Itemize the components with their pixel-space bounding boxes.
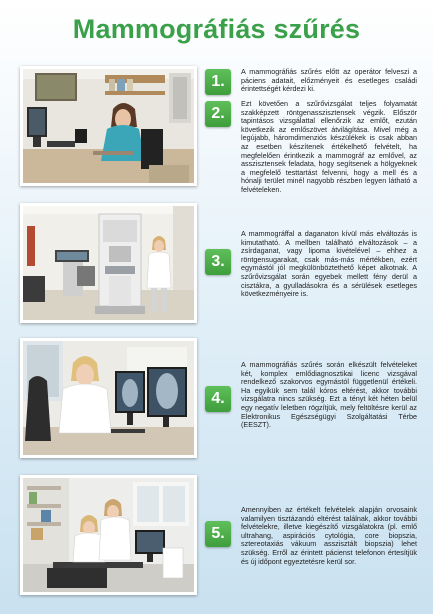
photo-reception — [20, 66, 197, 186]
step-number-5: 5. — [205, 521, 231, 547]
step-number-2: 2. — [205, 101, 231, 127]
page-title: Mammográfiás szűrés — [72, 14, 361, 44]
step-text-4: A mammográfiás szűrés során elkészült felvételeket két, komplex emlődiagnosztikai licenc vizsgával rendelkező szakorvos egymástól függetlenül értékeli. Ha egyikük sem talál kóros eltérést, akkor további vizsgálatra nincs szükség. Ezt a tényt két héten belül egy negatív leletben rögzítjük, mely feltöltésre kerül az Elektronikus Egészségügyi Szolgáltatási Térbe (EESZT). — [241, 360, 417, 430]
step-text-3: A mammográffal a daganaton kívül más elváltozás is kimutatható. A mellben található elváltozások – a zsírdaganat, vagy lipoma kivételével – ehhez a röntgensugarakat, csak más-más mértékben, ezért egymástól jól megkülönböztethető képet alkotnak. A szűrővizsgálat során egyebek mellett fény derül a cisztákra, a gyulladásokra és a sérülések esetleges következményeire is. — [241, 229, 417, 299]
step-text-1: A mammográfiás szűrés előtt az operátor felveszi a páciens adatait, előzményeit és esetleges családi érintettségét kérdezi ki. — [241, 67, 417, 94]
photo-radiologist-monitors — [20, 338, 197, 458]
photo-mammography-machine — [20, 203, 197, 323]
step-number-4: 4. — [205, 386, 231, 412]
photo-doctors-consulting — [20, 475, 197, 595]
step-text-5: Amennyiben az értékelt felvételek alapján orvosaink valamilyen tisztázandó eltérést találnak, akkor további felvételekre, illetve kiegészítő vizsgálatokra (pl. emlő ultrahang, aspirációs cytológia, core biopszia, sztereotaxiás vákuum asszisztált biopszia) lehet szükség. Erről az érintett pácienst telefonon értesítjük és új időpont egyeztetésre kerül sor. — [241, 505, 417, 566]
step-number-1: 1. — [205, 69, 231, 95]
step-number-3: 3. — [205, 249, 231, 275]
step-text-2: Ezt követően a szűrővizsgálat teljes folyamatát szakképzett röntgenasszisztensek végzik. Először tapintásos vizsgálattal ellenőrzik az emlőt, ezután következik az emlőszövet átvilágítása. Mivel még a legújabb, háromdimenziós készülékek is csak abban az esetben készítenek értékelhető felvételt, ha megfelelően érintkezik a mammográf az emlővel, az asszisztensek feladata, hogy segítsenek a hölgyeknek a megfelelő testtartást felvenni, hogy a mell és a hónalji terület minél nagyobb részben legyen látható a felvételeken. — [241, 99, 417, 194]
